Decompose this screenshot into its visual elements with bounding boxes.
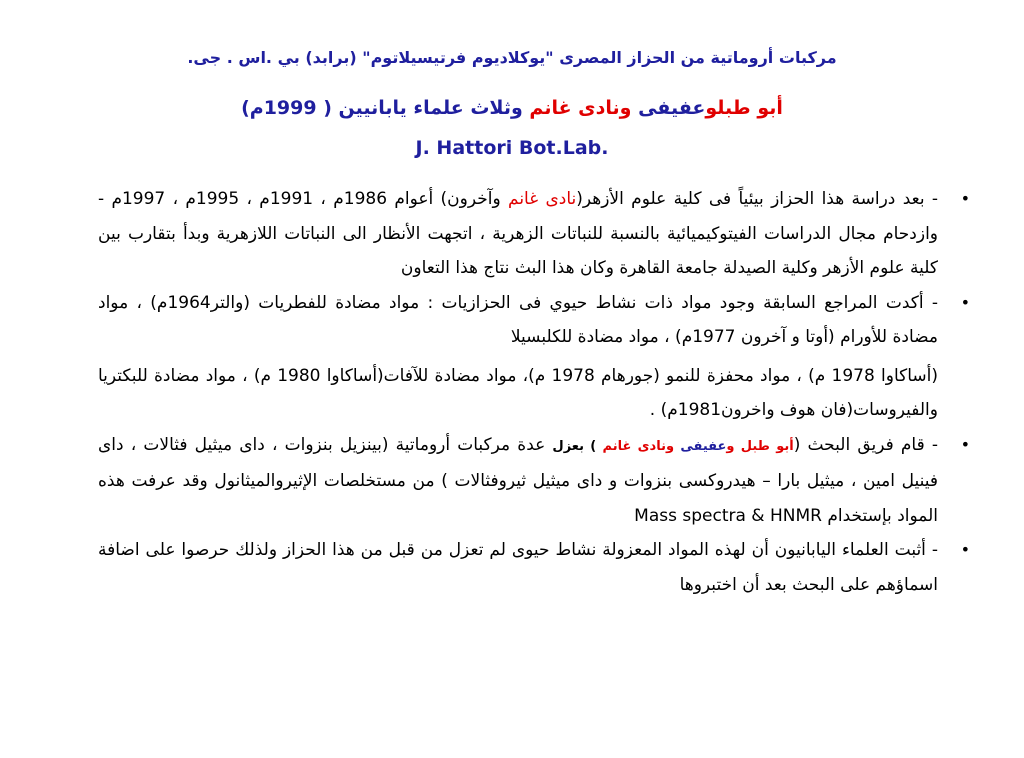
list-item [98, 533, 970, 602]
paragraph-4: - أثبت العلماء اليابانيون أن لهذه المواد المعزولة نشاط حيوى لم تعزل من قبل من هذا الحزاز ولذلك حرصوا على اضافة اسماؤهم على البحث بعد أن اختبروها [98, 540, 938, 595]
bullet-icon: • [960, 540, 970, 559]
slide-title [110, 46, 914, 70]
author-conjunction: و [705, 97, 718, 119]
author-afifi: عفيفى [638, 97, 706, 119]
author-conjunction: و [619, 97, 639, 119]
lab-name [0, 134, 1024, 162]
list-item [98, 286, 970, 428]
paragraph-1 [98, 182, 938, 286]
paragraph-text: وآخرون) أعوام 1986م ، 1991م ، 1995م ، 1997م - وازدحام مجال الدراسات الفيتوكيميائية بالنسبة للنباتات الزهرية ، اتجهت الأنظار الى النباتات اللازهرية وبدأ بتقارب بين كلية علوم الأزهر وكلية الصيدلة جامعة القاهرة وكان هذا البث نتاج هذا التعاون [98, 189, 938, 278]
paragraph-3 [98, 428, 938, 534]
research-team-conjunction: و [665, 438, 681, 454]
authors-line [0, 94, 1024, 122]
bullet-icon: • [960, 434, 970, 454]
paragraph-2a: - أكدت المراجع السابقة وجود مواد ذات نشاط حيوي فى الحزازيات : مواد مضادة للفطريات (والتر1964م) ، مواد مضادة للأورام (أوتا و آخرون 1977م) ، مواد مضادة للكلبسيلا [98, 292, 938, 347]
bullet-list [98, 182, 970, 602]
paragraph-2b: (أساكاوا 1978 م) ، مواد محفزة للنمو (جورهام 1978 م)، مواد مضادة للآفات(أساكاوا 1980 م) ، مواد مضادة للبكتريا والفيروسات(فان هوف واخرون1981م) . [98, 365, 939, 420]
list-item [98, 182, 970, 286]
slide-title-text: مركبات أروماتية من الحزاز المصرى "يوكلاديوم فرتيسيلاتوم" (برابد) بي .اس . جى. [187, 48, 837, 67]
bullet-icon: • [960, 292, 970, 312]
research-team-name: أبو طبل [740, 438, 794, 454]
paragraph-text: - قام فريق البحث ( [793, 434, 939, 455]
paragraph-text: عدة مركبات أروماتية (بينزيل بنزوات ، داى ميثيل فثالات ، داى فينيل امين ، ميثيل بارا – هيدروكسى بنزوات و داى ميثيل ثيروفثالات ) من مستخلصات الإثيروالميثانول وقد عرفت هذه المواد بإستخدام Mass spectra & HNMR [98, 434, 938, 526]
research-team-verb: بعزل [552, 438, 585, 454]
research-team-name: عفيفى [680, 438, 727, 454]
highlight-name: نادى غانم [508, 189, 577, 209]
author-abu-tabl: أبو طبل [717, 97, 783, 119]
bullet-icon: • [960, 189, 970, 208]
paragraph-text: - بعد دراسة هذا الحزاز بيئياً فى كلية علوم الأزهر( [576, 189, 938, 209]
research-team-name: نادى غانم [602, 438, 666, 454]
list-item [98, 428, 970, 534]
research-team-close: ) [584, 438, 603, 454]
lab-name-text: J. Hattori Bot.Lab. [415, 137, 609, 159]
authors-rest: وثلاث علماء يابانيين ( 1999م) [241, 97, 530, 119]
research-team-conjunction: و [726, 438, 741, 454]
author-nady-ghanem: نادى غانم [529, 97, 620, 119]
